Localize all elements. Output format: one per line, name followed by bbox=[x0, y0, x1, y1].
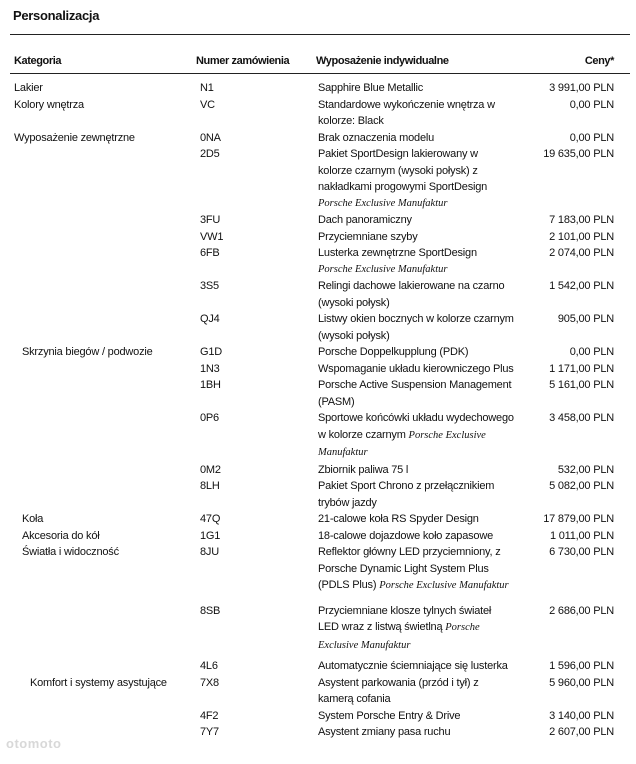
watermark-logo: otomoto bbox=[6, 736, 62, 751]
table-row bbox=[0, 658, 636, 675]
table-row bbox=[0, 511, 636, 528]
row-description: Pakiet Sport Chrono z przełącznikiem trybów jazdy bbox=[318, 480, 495, 509]
row-code: 0M2 bbox=[200, 463, 221, 476]
row-note: Porsche Exclusive Manufaktur bbox=[379, 580, 509, 591]
table-row bbox=[0, 377, 636, 410]
row-description: Sapphire Blue Metallic bbox=[318, 82, 424, 94]
table-row bbox=[0, 724, 636, 741]
row-code: 0P6 bbox=[200, 412, 219, 424]
row-price: 3 140,00 PLN bbox=[549, 709, 614, 722]
row-description: Pakiet SportDesign lakierowany w kolorze czarnym (wysoki połysk) z nakładkami progowymi SportDesign bbox=[318, 148, 488, 193]
header-equipment: Wyposażenie indywidualne bbox=[316, 55, 449, 67]
table-row bbox=[0, 603, 636, 655]
row-description: Lusterka zewnętrzne SportDesign bbox=[318, 247, 477, 259]
row-category: Światła i widoczność bbox=[22, 546, 119, 558]
row-price: 532,00 PLN bbox=[557, 463, 614, 476]
table-row bbox=[0, 544, 636, 595]
table-row bbox=[0, 675, 636, 708]
row-description: Asystent parkowania (przód i tył) z kamerą cofania bbox=[318, 676, 479, 705]
table-row bbox=[0, 708, 636, 725]
row-description: Listwy okien bocznych w kolorze czarnym (wysoki połysk) bbox=[318, 313, 514, 342]
row-price: 1 596,00 PLN bbox=[549, 660, 614, 672]
row-price: 5 960,00 PLN bbox=[549, 676, 614, 689]
row-price: 0,00 PLN bbox=[569, 346, 614, 358]
row-code: VW1 bbox=[200, 230, 224, 243]
row-code: 4L6 bbox=[200, 660, 218, 672]
row-description: Relingi dachowe lakierowane na czarno (wysoki połysk) bbox=[318, 280, 505, 309]
row-description: 21-calowe koła RS Spyder Design bbox=[318, 513, 479, 525]
table-row bbox=[0, 410, 636, 462]
row-price: 0,00 PLN bbox=[569, 98, 614, 111]
row-description: Reflektor główny LED przyciemniony, z Porsche Dynamic Light System Plus (PDLS Plus) bbox=[318, 546, 501, 591]
header-price: Ceny* bbox=[584, 55, 614, 67]
row-category: Wyposażenie zewnętrzne bbox=[14, 131, 135, 144]
row-price: 2 074,00 PLN bbox=[549, 247, 614, 259]
row-price: 5 082,00 PLN bbox=[549, 480, 614, 492]
title-divider bbox=[10, 34, 630, 35]
row-category: Komfort i systemy asystujące bbox=[30, 676, 167, 689]
row-code: 1BH bbox=[200, 379, 221, 391]
row-code: N1 bbox=[200, 82, 214, 94]
row-category: Skrzynia biegów / podwozie bbox=[22, 346, 153, 358]
row-note: Porsche Exclusive Manufaktur bbox=[318, 622, 480, 651]
row-code: 7Y7 bbox=[200, 726, 219, 738]
row-description: Asystent zmiany pasa ruchu bbox=[318, 726, 451, 738]
table-row bbox=[0, 344, 636, 361]
row-price: 1 542,00 PLN bbox=[549, 280, 614, 292]
table-row bbox=[0, 229, 636, 246]
row-code: 2D5 bbox=[200, 148, 220, 160]
table-row bbox=[0, 311, 636, 344]
row-code: 3FU bbox=[200, 214, 221, 226]
row-description: Sportowe końcówki układu wydechowego w kolorze czarnym bbox=[318, 412, 514, 441]
page-title: Personalizacja bbox=[13, 8, 100, 23]
row-category: Lakier bbox=[14, 82, 43, 94]
table-row bbox=[0, 462, 636, 479]
row-code: 47Q bbox=[200, 513, 221, 525]
row-price: 7 183,00 PLN bbox=[549, 214, 614, 226]
row-code: QJ4 bbox=[200, 313, 220, 325]
row-note: Porsche Exclusive Manufaktur bbox=[318, 263, 448, 275]
row-description: Przyciemniane klosze tylnych świateł LED wraz z listwą świetlną bbox=[318, 604, 492, 633]
row-code: 8JU bbox=[200, 546, 219, 558]
row-code: VC bbox=[200, 98, 215, 111]
row-price: 3 458,00 PLN bbox=[549, 412, 614, 424]
table-row bbox=[0, 97, 636, 130]
row-code: 7X8 bbox=[200, 676, 219, 689]
header-order-number: Numer zamówienia bbox=[196, 55, 290, 67]
table-row bbox=[0, 245, 636, 278]
row-description: Porsche Active Suspension Management (PASM) bbox=[318, 379, 512, 408]
row-code: 0NA bbox=[200, 131, 221, 144]
table-row bbox=[0, 278, 636, 311]
row-price: 2 101,00 PLN bbox=[549, 230, 614, 243]
options-table bbox=[0, 80, 636, 741]
row-description: Wspomaganie układu kierowniczego Plus bbox=[318, 362, 514, 375]
row-description: Standardowe wykończenie wnętrza w kolorze: Black bbox=[318, 98, 495, 127]
row-code: 1G1 bbox=[200, 529, 221, 542]
row-description: Porsche Doppelkupplung (PDK) bbox=[318, 346, 469, 358]
row-price: 5 161,00 PLN bbox=[549, 379, 614, 391]
row-code: 1N3 bbox=[200, 362, 220, 375]
row-price: 1 011,00 PLN bbox=[549, 529, 614, 542]
table-row bbox=[0, 478, 636, 511]
row-description: Zbiornik paliwa 75 l bbox=[318, 463, 409, 476]
row-price: 2 607,00 PLN bbox=[549, 726, 614, 738]
table-header bbox=[0, 55, 636, 69]
row-price: 3 991,00 PLN bbox=[549, 82, 614, 94]
row-note: Porsche Exclusive Manufaktur bbox=[318, 197, 448, 209]
row-price: 1 171,00 PLN bbox=[549, 362, 614, 375]
row-note: Porsche Exclusive Manufaktur bbox=[318, 429, 486, 458]
table-row bbox=[0, 146, 636, 212]
row-description: System Porsche Entry & Drive bbox=[318, 709, 461, 722]
row-category: Akcesoria do kół bbox=[22, 529, 100, 542]
row-code: 8LH bbox=[200, 480, 220, 492]
row-description: Przyciemniane szyby bbox=[318, 230, 418, 243]
row-description: Brak oznaczenia modelu bbox=[318, 131, 435, 144]
table-row bbox=[0, 80, 636, 97]
row-category: Koła bbox=[22, 513, 44, 525]
table-row bbox=[0, 528, 636, 545]
row-code: 6FB bbox=[200, 247, 220, 259]
header-category: Kategoria bbox=[14, 55, 62, 67]
row-price: 17 879,00 PLN bbox=[543, 513, 614, 525]
table-row bbox=[0, 212, 636, 229]
header-divider bbox=[10, 73, 630, 74]
row-code: 3S5 bbox=[200, 280, 219, 292]
row-price: 905,00 PLN bbox=[557, 313, 614, 325]
table-row bbox=[0, 361, 636, 378]
row-code: G1D bbox=[200, 346, 223, 358]
table-row bbox=[0, 130, 636, 147]
row-description: Dach panoramiczny bbox=[318, 214, 412, 226]
row-price: 19 635,00 PLN bbox=[543, 148, 614, 160]
row-price: 2 686,00 PLN bbox=[549, 604, 614, 617]
row-category: Kolory wnętrza bbox=[14, 98, 84, 111]
row-code: 4F2 bbox=[200, 709, 219, 722]
row-description: 18-calowe dojazdowe koło zapasowe bbox=[318, 529, 494, 542]
row-code: 8SB bbox=[200, 604, 221, 617]
row-price: 6 730,00 PLN bbox=[549, 546, 614, 558]
row-price: 0,00 PLN bbox=[569, 131, 614, 144]
row-description: Automatycznie ściemniające się lusterka bbox=[318, 660, 508, 672]
